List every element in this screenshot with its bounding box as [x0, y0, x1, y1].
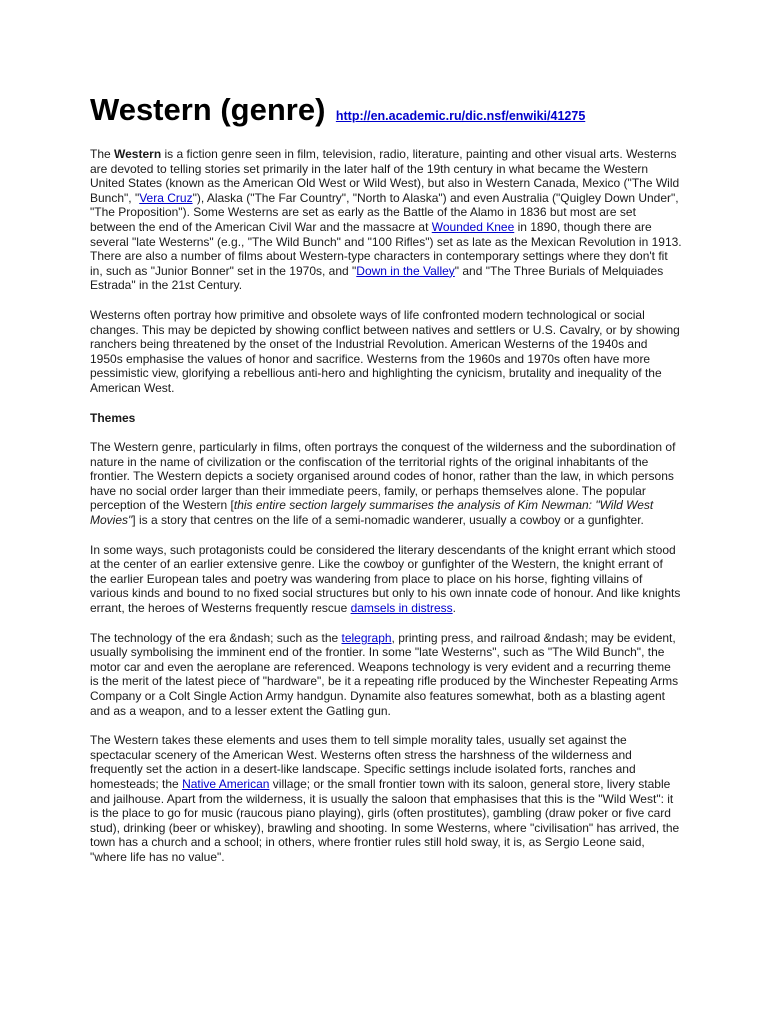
- intro-paragraph-1: The Western is a fiction genre seen in film, television, radio, literature, painting and other visual arts. Westerns are devoted to telling stories set primarily in the later half of the 19th century in what became the Western United States (known as the American Old West or Wild West), but also in Western Canada, Mexico ("The Wild Bunch", "Vera Cruz"), Alaska ("The Far Country", "North to Alaska") and even Australia ("Quigley Down Under", "The Proposition"). Some Westerns are set as early as the Battle of the Alamo in 1836 but most are set between the end of the American Civil War and the massacre at Wounded Knee in 1890, though there are several "late Westerns" (e.g., "The Wild Bunch" and "100 Rifles") set as late as the Mexican Revolution in 1913. There are also a number of films about Western-type characters in contemporary settings where they don't fit in, such as "Junior Bonner" set in the 1970s, and "Down in the Valley" and "The Three Burials of Melquiades Estrada" in the 21st Century.: [90, 147, 682, 293]
- title-row: [90, 92, 585, 128]
- link-vera-cruz[interactable]: Vera Cruz: [139, 190, 193, 205]
- link-wounded-knee[interactable]: Wounded Knee: [431, 219, 515, 234]
- link-native-american[interactable]: Native American: [182, 776, 270, 791]
- themes-paragraph-4: The Western takes these elements and uses them to tell simple morality tales, usually set against the spectacular scenery of the American West. Westerns often stress the harshness of the wilderness and frequently set the action in a desert-like landscape. Specific settings include isolated forts, ranches and homesteads; the Native American village; or the small frontier town with its saloon, general store, livery stable and jailhouse. Apart from the wilderness, it is usually the saloon that emphasises that this is the "Wild West": it is the place to go for music (raucous piano playing), girls (often prostitutes), gambling (draw poker or five card stud), drinking (beer or whiskey), brawling and shooting. In some Westerns, where "civilisation" has arrived, the town has a church and a school; in others, where frontier rules still hold sway, it is, as Sergio Leone said, "where life has no value".: [90, 733, 680, 864]
- source-note: this entire section largely summarises the analysis of Kim Newman: "Wild West Movies": [90, 498, 654, 528]
- intro-paragraph-2: Westerns often portray how primitive and obsolete ways of life confronted modern technological or social changes. This may be depicted by showing conflict between natives and settlers or U.S. Cavalry, or by showing ranchers being threatened by the onset of the Industrial Revolution. American Westerns of the 1940s and 1950s emphasise the values of honor and sacrifice. Westerns from the 1960s and 1970s often have more pessimistic view, glorifying a rebellious anti-hero and highlighting the cynicism, brutality and inequality of the American West.: [90, 307, 680, 395]
- themes-paragraph-2: In some ways, such protagonists could be considered the literary descendants of the knight errant which stood at the center of an earlier extensive genre. Like the cowboy or gunfighter of the Western, the knight errant of the earlier European tales and poetry was wandering from place to place on his horse, fighting villains of various kinds and bound to no fixed social structures but only to his own innate code of honour. And like knights errant, the heroes of Westerns frequently rescue damsels in distress.: [90, 542, 681, 616]
- themes-paragraph-1: The Western genre, particularly in films, often portrays the conquest of the wilderness and the subordination of nature in the name of civilization or the confiscation of the territorial rights of the original inhabitants of the frontier. The Western depicts a society organised around codes of honor, rather than the law, in which persons have no social order larger than their immediate peers, family, or perhaps themselves alone. The popular perception of the Western [this entire section largely summarises the analysis of Kim Newman: "Wild West Movies"] is a story that centres on the life of a semi-nomadic wanderer, usually a cowboy or a gunfighter.: [90, 440, 676, 528]
- page-title: Western (genre): [90, 92, 326, 127]
- source-url-link[interactable]: http://en.academic.ru/dic.nsf/enwiki/41275: [335, 109, 586, 123]
- link-telegraph[interactable]: telegraph: [341, 630, 392, 645]
- link-damsels-in-distress[interactable]: damsels in distress: [350, 601, 453, 616]
- article-body: [90, 147, 682, 880]
- themes-heading: Themes: [90, 410, 136, 425]
- link-down-in-the-valley[interactable]: Down in the Valley: [356, 263, 455, 278]
- themes-paragraph-3: The technology of the era &ndash; such as the telegraph, printing press, and railroad &ndash; may be evident, usually symbolising the imminent end of the frontier. In some "late Westerns", such as "The Wild Bunch", the motor car and even the aeroplane are referenced. Weapons technology is very evident and a recurring theme is the merit of the latest piece of "hardware", be it a repeating rifle produced by the Winchester Repeating Arms Company or a Colt Single Action Army handgun. Dynamite also features somewhat, both as a blasting agent and as a weapon, and to a lesser extent the Gatling gun.: [90, 630, 679, 718]
- western-term: Western: [114, 147, 162, 161]
